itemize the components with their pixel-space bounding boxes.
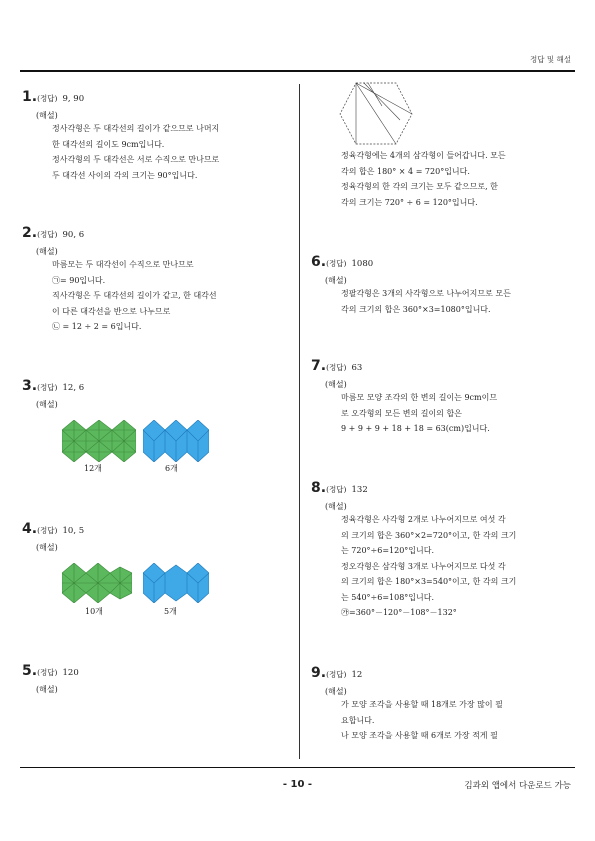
solution-label: (해설) [36,543,58,552]
hexagon-triangulation-figure [338,80,414,146]
solution-line: 의 크기의 합은 180°×3=540°이고, 한 각의 크기 [341,577,517,586]
solution-line: ㉠= 90입니다. [52,275,106,285]
footer-note: 김과외 앱에서 다운로드 가능 [464,781,571,791]
problem-1 [22,86,219,183]
footer-rule [20,767,575,768]
solution-line: 정육각형의 한 각의 크기는 모두 같으므로, 한 [341,182,498,191]
answer-value: 90, 6 [62,230,85,240]
triangle-tiling-figure-12 [62,420,136,462]
problem-5-solution-continued [311,148,506,210]
answer-value: 63 [351,363,363,373]
problem-3 [22,375,84,410]
answer-label: (정답) [37,230,58,239]
problem-number: 8. [311,480,327,496]
answer-label: (정답) [37,668,58,677]
header-rule [20,70,575,72]
answer-value: 120 [62,668,79,678]
answer-value: 12 [351,670,363,680]
solution-line: 9 + 9 + 9 + 18 + 18 = 63(cm)입니다. [341,424,490,433]
solution-line: 의 크기의 합은 360°×2=720°이고, 한 각의 크기 [341,530,517,540]
solution-label: (해설) [325,276,347,285]
solution-line: 로 오각형의 모든 변의 길이의 합은 [341,408,462,418]
answer-label: (정답) [326,363,347,372]
answer-label: (정답) [326,485,347,494]
solution-text [341,390,497,437]
figure-caption: 12개 [84,464,102,473]
problem-8 [311,477,516,621]
figure-caption: 5개 [164,607,177,616]
solution-label: (해설) [325,380,347,389]
solution-line: ㉡ = 12 ÷ 2 = 6입니다. [52,322,142,331]
answer-value: 10, 5 [62,526,85,536]
problem-number: 2. [22,225,38,241]
column-divider [299,84,300,759]
solution-line: 나 모양 조각을 사용할 때 6개로 가장 적게 필 [341,731,498,740]
problem-number: 9. [311,665,327,681]
solution-text [52,121,219,183]
solution-line: 직사각형은 두 대각선의 길이가 같고, 한 대각선 [52,291,217,300]
answer-value: 12, 6 [62,383,85,393]
solution-text [341,286,511,317]
solution-line: 정사각형의 두 대각선은 서로 수직으로 만나므로 [52,155,220,164]
triangle-tiling-figure-10 [62,563,132,603]
solution-label: (해설) [325,687,347,696]
solution-line: 각의 크기의 합은 360°×3=1080°입니다. [341,304,491,314]
answer-label: (정답) [326,259,347,268]
solution-line: 이 다른 대각선을 반으로 나누므로 [52,306,171,316]
problem-number: 3. [22,378,38,394]
rhombus-tiling-figure-5 [143,563,209,603]
answer-label: (정답) [37,94,58,103]
solution-text [341,697,503,744]
page-number: - 10 - [282,779,313,790]
solution-line: 마름모는 두 대각선이 수직으로 만나므로 [52,260,194,269]
solution-line: 정팔각형은 3개의 사각형으로 나누어지므로 모든 [341,289,511,298]
solution-line: 정오각형은 삼각형 3개로 나누어지므로 다섯 각 [341,561,506,571]
problem-2 [22,222,217,335]
answer-label: (정답) [37,526,58,535]
problem-9 [311,662,503,744]
solution-label: (해설) [325,502,347,511]
solution-line: 정사각형은 두 대각선의 길이가 같으므로 나머지 [52,124,220,133]
solution-line: 요합니다. [341,715,375,725]
solution-line: ㉮=360°－120°－108°－132° [341,608,457,617]
answer-value: 132 [351,485,368,495]
answer-value: 9, 90 [62,94,85,104]
problem-4 [22,518,84,553]
solution-label: (해설) [36,111,58,120]
figure-caption: 6개 [165,464,178,473]
solution-line: 는 720°÷6=120°입니다. [341,546,435,555]
solution-text [341,148,506,210]
solution-label: (해설) [36,247,58,256]
rhombus-tiling-figure-6 [143,420,209,462]
solution-line: 정육각형에는 4개의 삼각형이 들어갑니다. 모든 [341,151,506,160]
problem-5 [22,660,79,695]
problem-number: 5. [22,663,38,679]
solution-line: 가 모양 조각을 사용할 때 18개로 가장 많이 필 [341,700,503,709]
answer-label: (정답) [37,383,58,392]
problem-number: 7. [311,358,327,374]
problem-number: 6. [311,254,327,270]
solution-line: 각의 크기는 720° ÷ 6 = 120°입니다. [341,197,478,207]
problem-number: 4. [22,521,38,537]
solution-text [52,257,217,335]
solution-label: (해설) [36,685,58,694]
solution-line: 마름모 모양 조각의 한 변의 길이는 9cm이므 [341,393,498,402]
problem-number: 1. [22,89,38,105]
figure-caption: 10개 [85,607,103,616]
solution-label: (해설) [36,400,58,409]
solution-line: 정육각형은 사각형 2개로 나누어지므로 여섯 각 [341,515,506,524]
solution-line: 한 대각선의 길이도 9cm입니다. [52,139,165,149]
solution-line: 두 대각선 사이의 각의 크기는 90°입니다. [52,170,198,180]
problem-7 [311,355,497,437]
solution-line: 각의 합은 180° × 4 = 720°입니다. [341,166,470,176]
solution-line: 는 540°÷6=108°입니다. [341,592,435,602]
page-header-title: 정답 및 해설 [530,55,571,64]
answer-label: (정답) [326,670,347,679]
answer-value: 1080 [351,259,374,269]
solution-text [341,512,516,621]
problem-6 [311,251,511,317]
